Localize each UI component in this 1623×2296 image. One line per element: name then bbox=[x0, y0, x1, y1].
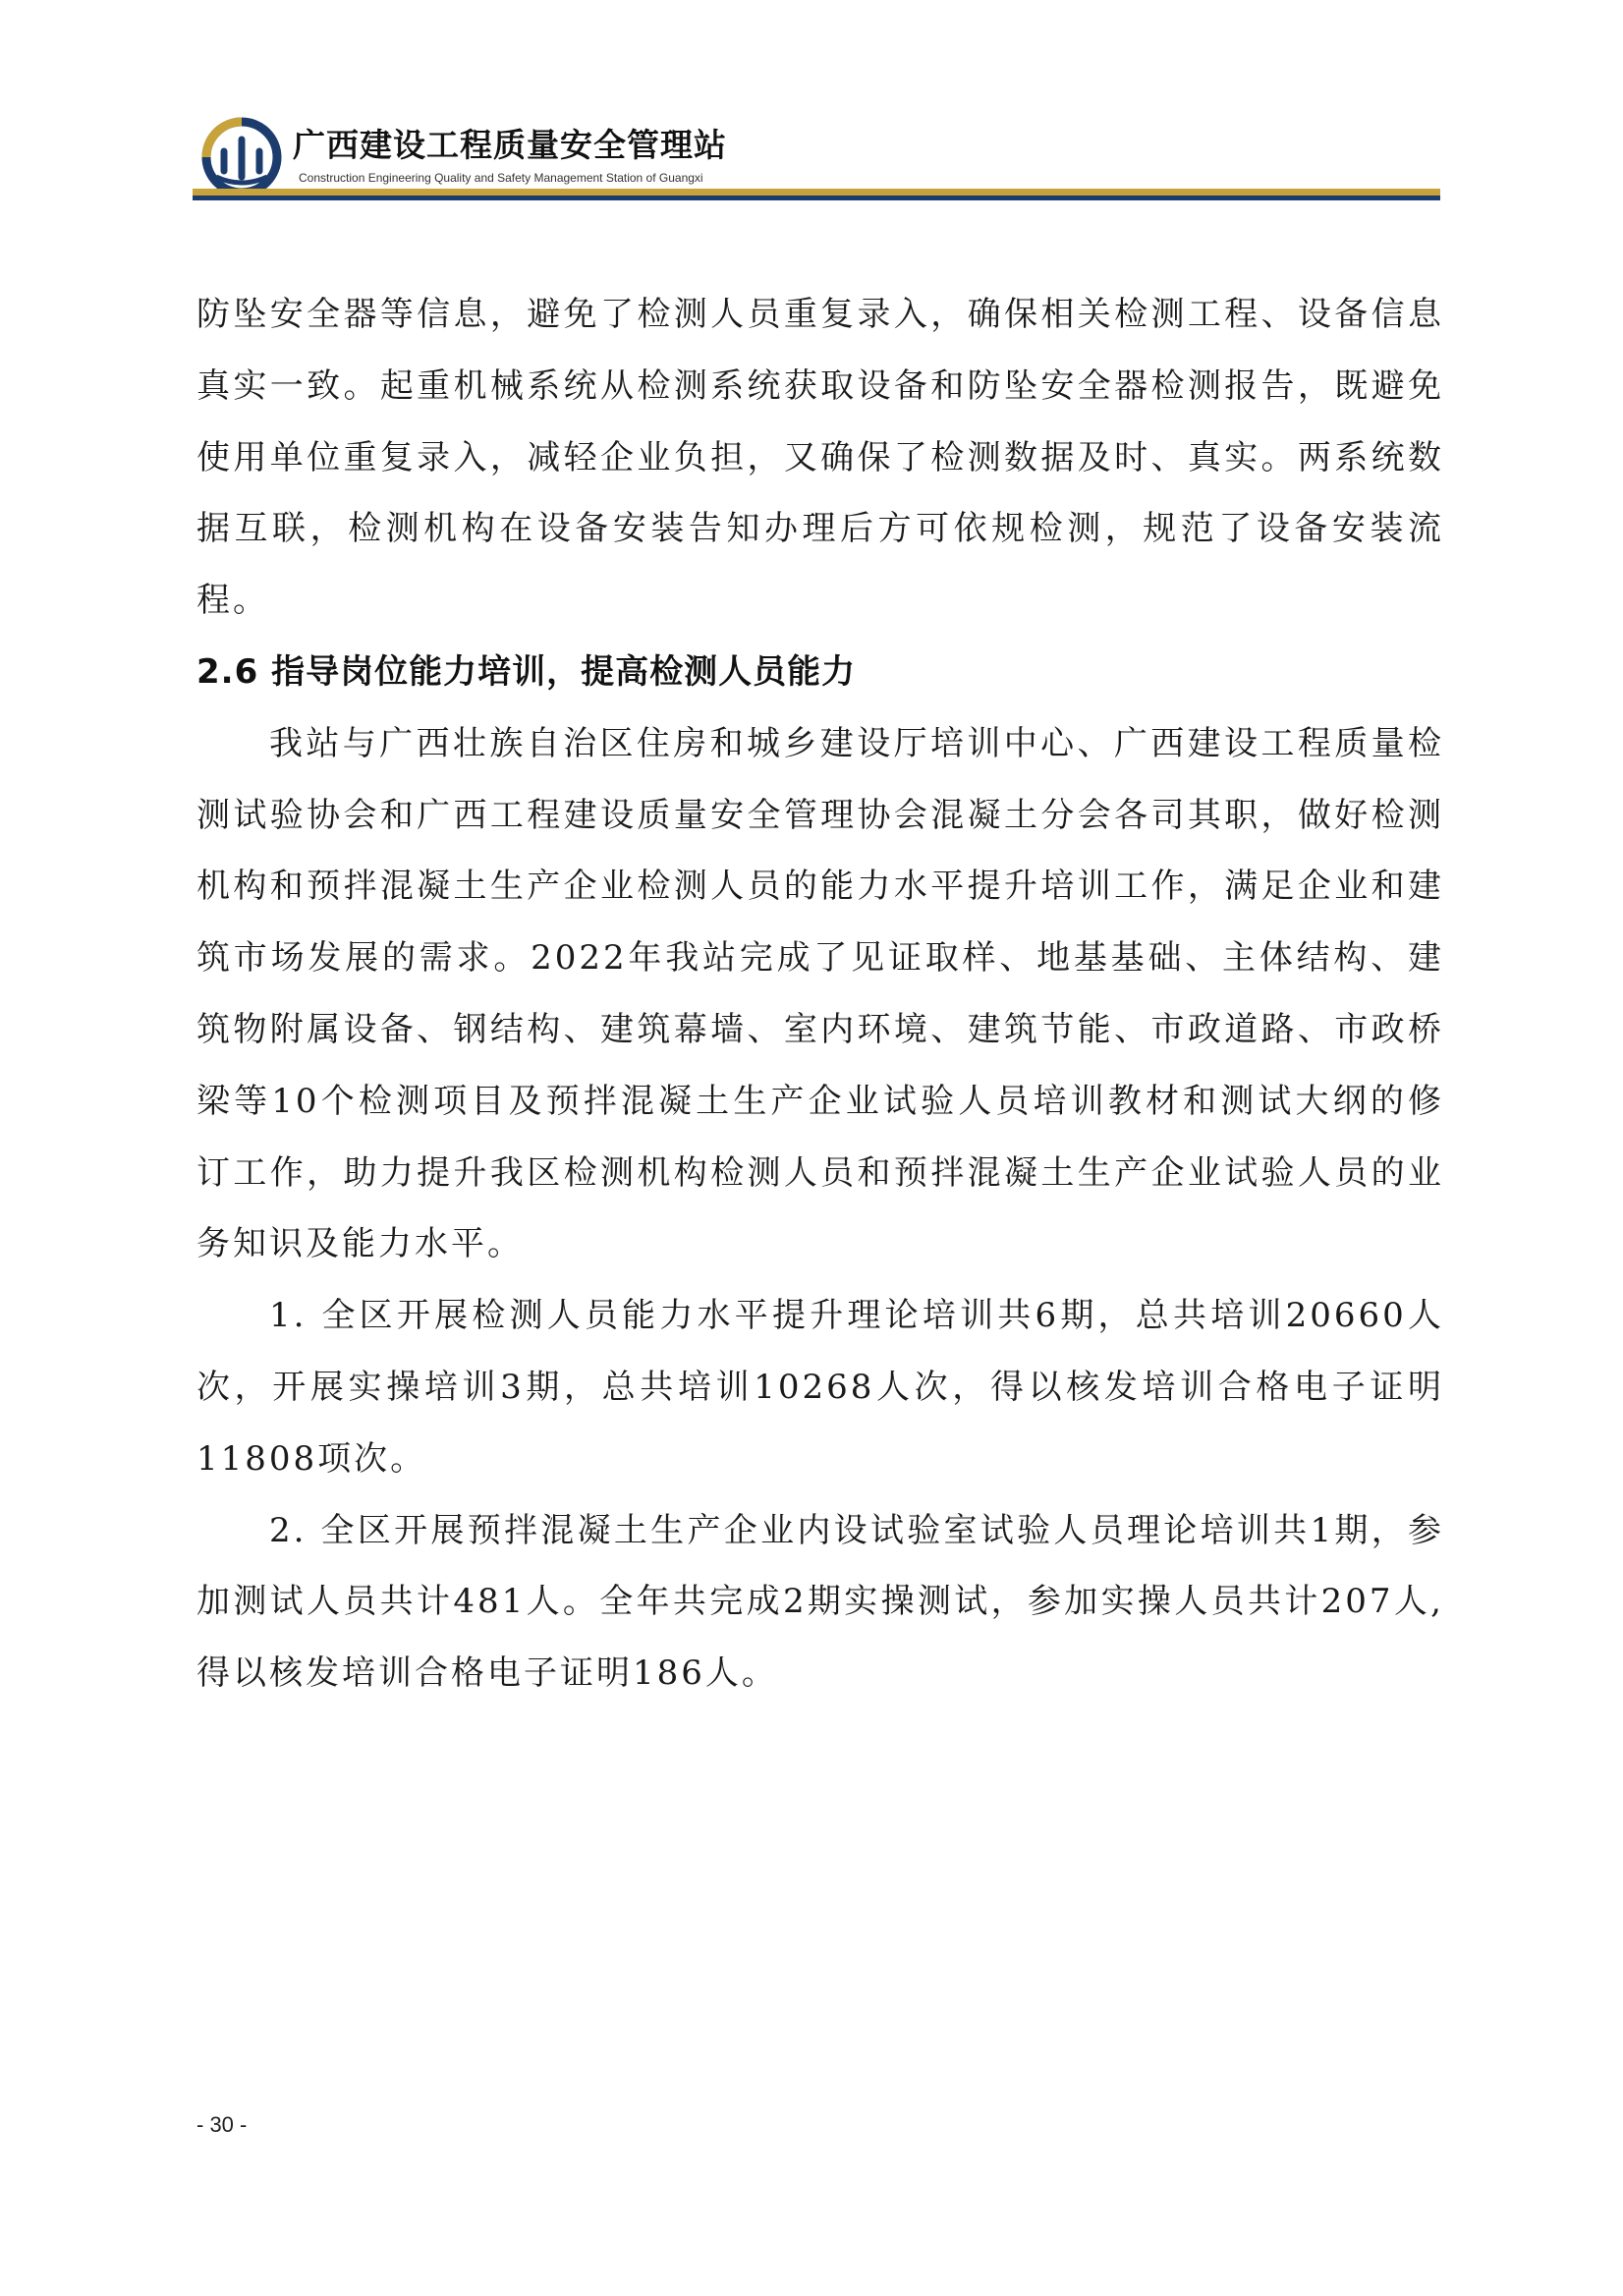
paragraph-training-overview: 我站与广西壮族自治区住房和城乡建设厅培训中心、广西建设工程质量检测试验协会和广西工程建设质量安全管理协会混凝土分会各司其职，做好检测机构和预拌混凝土生产企业检测人员的能力水平提升培训工作，满足企业和建筑市场发展的需求。2022年我站完成了见证取样、地基基础、主体结构、建筑物附属设备、钢结构、建筑幕墙、室内环境、建筑节能、市政道路、市政桥梁等10个检测项目及预拌混凝土生产企业试验人员培训教材和测试大纲的修订工作，助力提升我区检测机构检测人员和预拌混凝土生产企业试验人员的业务知识及能力水平。 bbox=[196, 723, 1444, 1264]
header-rule-navy bbox=[193, 196, 1440, 200]
org-name-cn: 广西建设工程质量安全管理站 bbox=[293, 126, 727, 164]
org-name-en: Construction Engineering Quality and Safety Management Station of Guangxi bbox=[299, 171, 703, 185]
page-content bbox=[196, 279, 1444, 1709]
header-rule-gold bbox=[193, 189, 1440, 196]
page-number: - 30 - bbox=[196, 2112, 248, 2137]
section-heading: 2.6 指导岗位能力培训，提高检测人员能力 bbox=[196, 651, 857, 692]
paragraph-item-1: 1. 全区开展检测人员能力水平提升理论培训共6期，总共培训20660人次，开展实操培训3期，总共培训10268人次，得以核发培训合格电子证明11808项次。 bbox=[196, 1296, 1444, 1479]
station-logo-icon bbox=[200, 116, 283, 198]
paragraph-continued: 防坠安全器等信息，避免了检测人员重复录入，确保相关检测工程、设备信息真实一致。起重机械系统从检测系统获取设备和防坠安全器检测报告，既避免使用单位重复录入，减轻企业负担，又确保了检测数据及时、真实。两系统数据互联，检测机构在设备安装告知办理后方可依规检测，规范了设备安装流程。 bbox=[196, 295, 1444, 621]
paragraph-item-2: 2. 全区开展预拌混凝土生产企业内设试验室试验人员理论培训共1期，参加测试人员共计481人。全年共完成2期实操测试，参加实操人员共计207人,得以核发培训合格电子证明186人。 bbox=[196, 1510, 1444, 1694]
page-header bbox=[193, 110, 1440, 208]
